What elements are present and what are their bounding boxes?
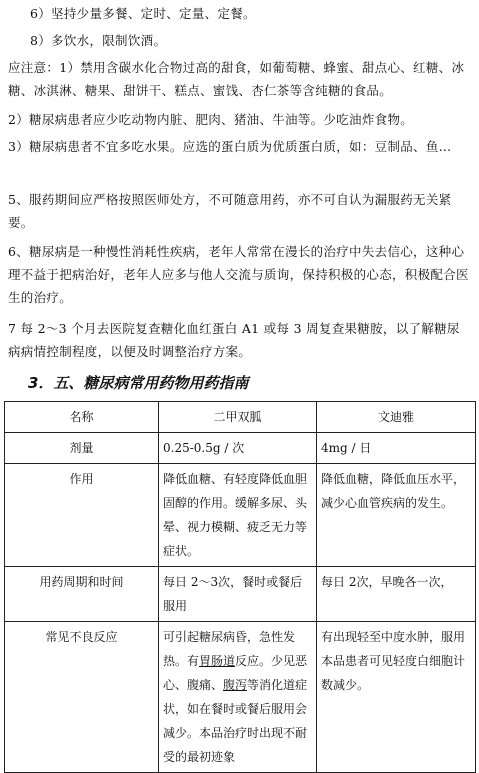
side-effects-text: 等消化道症状，如在餐时或餐后服用会减少。本品治疗时出现不耐受的最初迹象 [163,678,308,764]
row-label-effect: 作用 [5,464,159,567]
cell-metformin-schedule: 每日 2～3次，餐时或餐后服用 [159,567,317,622]
row-label-schedule: 用药周期和时间 [5,567,159,622]
paragraph-item-7: 7 每 2～3 个月去医院复查糖化血红蛋白 A1 或每 3 周复查果糖胺，以了解糖尿病病情控制程度，以便及时调整治疗方案。 [8,321,460,359]
table-header-row [5,402,476,433]
paragraph-notice-2: 2）糖尿病患者应少吃动物内脏、肥肉、猪油、牛油等。少吃油炸食物。 [8,112,414,127]
header-name: 名称 [5,402,159,433]
paragraph-item-5: 5、服药期间应严格按照医师处方，不可随意用药，亦不可自认为漏服药无关紧要。 [8,192,452,230]
table-row [5,464,476,567]
cell-metformin-side-effects [159,622,317,773]
cell-metformin-effect: 降低血糖、有轻度降低血胆固醇的作用。缓解多尿、头晕、视力模糊、疲乏无力等症状。 [159,464,317,567]
paragraph-item-6: 6、糖尿病是一种慢性消耗性疾病，老年人常常在漫长的治疗中失去信心，这种心理不益于把病治好，老年人应多与他人交流与质询，保持积极的心态，积极配合医生的治疗。 [8,244,469,305]
side-effects-text: 可引起糖尿病昏，急性发热。有 [163,630,296,668]
section-heading: 3．五、糖尿病常用药物用药指南 [28,374,249,392]
row-label-side-effects: 常见不良反应 [5,622,159,773]
row-label-dosage: 剂量 [5,433,159,464]
table-row [5,567,476,622]
paragraph-6: 6）坚持少量多餐、定时、定量、定餐。 [30,6,256,21]
paragraph-8: 8）多饮水，限制饮酒。 [30,33,167,48]
header-avandia: 文迪雅 [317,402,476,433]
cell-avandia-effect: 降低血糖，降低血压水平，减少心血管疾病的发生。 [317,464,476,567]
paragraph-notice-1: 应注意：1）禁用含碳水化合物过高的甜食，如葡萄糖、蜂蜜、甜点心、红糖、冰糖、冰淇淋、糖果、甜饼干、糕点、蜜饯、杏仁茶等含纯糖的食品。 [8,60,465,98]
cell-metformin-dosage: 0.25-0.5g / 次 [159,433,317,464]
header-metformin: 二甲双胍 [159,402,317,433]
table-row [5,433,476,464]
cell-avandia-dosage: 4mg / 日 [317,433,476,464]
cell-avandia-schedule: 每日 2次，早晚各一次， [317,567,476,622]
cell-avandia-side-effects: 有出现轻至中度水肿，服用本品患者可见轻度白细胞计数减少。 [317,622,476,773]
side-effects-text: 反应。少见恶心、腹痛、 [163,654,308,692]
underlined-term-diarrhea: 腹泻 [223,678,248,692]
paragraph-notice-3: 3）糖尿病患者不宜多吃水果。应选的蛋白质为优质蛋白质，如：豆制品、鱼… [8,139,452,154]
medication-table [4,401,476,773]
table-row [5,622,476,773]
underlined-term-gi-tract: 胃肠道 [199,654,236,668]
